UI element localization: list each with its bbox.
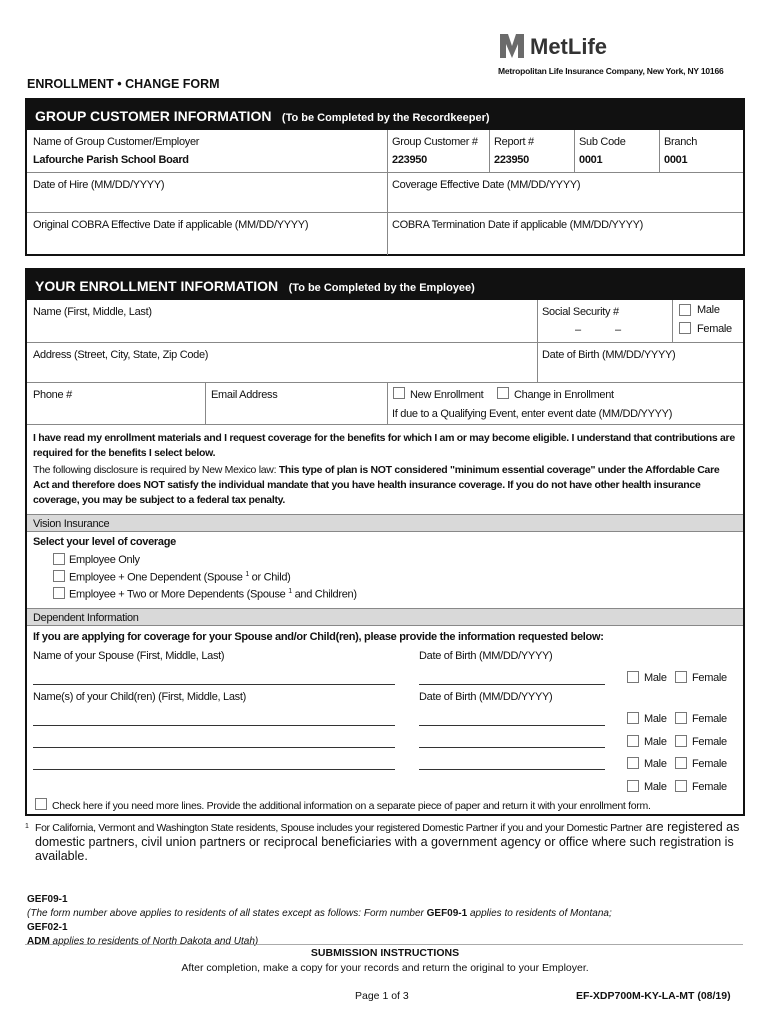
children-name-label: Name(s) of your Child(ren) (First, Middle, Last) [33,691,246,703]
dependent-intro: If you are applying for coverage for your Spouse and/or Child(ren), please provide the information requested below: [33,631,604,643]
dependent-bar-label: Dependent Information [33,612,139,624]
report-value[interactable]: 223950 [494,154,529,166]
vision-select-label: Select your level of coverage [33,536,176,548]
report-label: Report # [494,136,534,148]
child-4-female-checkbox[interactable] [675,780,687,792]
group-section [25,98,745,256]
child-1-female-checkbox[interactable] [675,712,687,724]
child-2-dob-line[interactable] [419,747,605,748]
page-number: Page 1 of 3 [355,990,409,1002]
name-field[interactable]: Name (First, Middle, Last) [33,306,152,318]
footnote-text-b: are registered as domestic partners, civil union partners or reciprocal beneficiaries with a government agency or office where such registration is available. [35,820,740,863]
children-dob-label: Date of Birth (MM/DD/YYYY) [419,691,553,703]
company-line: Metropolitan Life Insurance Company, New York, NY 10166 [498,66,724,76]
form-number-2: GEF02-1 [27,922,68,933]
vision-bar [27,514,743,532]
metlife-logo [498,32,618,60]
form-numbers [27,893,743,949]
change-enrollment-label: Change in Enrollment [514,389,614,401]
spouse-female-checkbox[interactable] [675,671,687,683]
spouse-female-label: Female [692,672,727,684]
spouse-male-checkbox[interactable] [627,671,639,683]
ssn-dash-1: – [575,324,581,336]
female-label: Female [697,323,732,335]
ssn-label[interactable]: Social Security # [542,306,619,318]
child-1-name-line[interactable] [33,725,395,726]
form-code: EF-XDP700M-KY-LA-MT (08/19) [576,990,731,1002]
child-3-dob-line[interactable] [419,769,605,770]
employee-only-label: Employee Only [69,554,140,566]
one-dependent-checkbox[interactable] [53,570,65,582]
cobra-effective-field[interactable]: Original COBRA Effective Date if applicable (MM/DD/YYYY) [33,219,309,231]
form-number-1: GEF09-1 [27,894,68,905]
spouse-dob-label: Date of Birth (MM/DD/YYYY) [419,650,553,662]
footnote-text-a: For California, Vermont and Washington State residents, Spouse includes your registered Domestic Partner if you and your Domestic Partner [35,822,643,834]
one-dependent-label: Employee + One Dependent (Spouse $^1$ or Child) [69,571,291,584]
female-checkbox[interactable] [679,322,691,334]
child-1-male-checkbox[interactable] [627,712,639,724]
branch-label: Branch [664,136,698,148]
child-2-male-checkbox[interactable] [627,735,639,747]
subcode-label: Sub Code [579,136,626,148]
cobra-termination-field[interactable]: COBRA Termination Date if applicable (MM/DD/YYYY) [392,219,644,231]
child-2-name-line[interactable] [33,747,395,748]
dob-field[interactable]: Date of Birth (MM/DD/YYYY) [542,349,676,361]
child-1-male-label: Male [644,713,667,725]
group-title: GROUP CUSTOMER INFORMATION [35,108,272,124]
new-enrollment-label: New Enrollment [410,389,484,401]
email-field[interactable]: Email Address [211,389,278,401]
child-3-name-line[interactable] [33,769,395,770]
new-enrollment-checkbox[interactable] [393,387,405,399]
child-3-female-checkbox[interactable] [675,757,687,769]
enrollment-section [25,268,745,816]
branch-value[interactable]: 0001 [664,154,688,166]
child-2-male-label: Male [644,736,667,748]
male-label: Male [697,304,720,316]
two-dependents-checkbox[interactable] [53,587,65,599]
child-2-female-label: Female [692,736,727,748]
enrollment-title: YOUR ENROLLMENT INFORMATION [35,278,279,294]
employee-only-checkbox[interactable] [53,553,65,565]
group-subtitle: (To be Completed by the Recordkeeper) [281,112,490,124]
child-1-female-label: Female [692,713,727,725]
child-3-male-checkbox[interactable] [627,757,639,769]
nm-bold: This type of plan is NOT considered "minimum essential coverage" under the Affordable Care Act and therefore does NOT satisfy the individual mandate that you have health insurance coverage. If you do not have other health insurance coverage, you may be subject to a federal tax penalty. [33,464,720,506]
spouse-dob-line[interactable] [419,684,605,685]
change-enrollment-checkbox[interactable] [497,387,509,399]
child-2-female-checkbox[interactable] [675,735,687,747]
footnote-number: 1 [25,823,29,830]
enrollment-subtitle: (To be Completed by the Employee) [288,282,475,294]
group-number-label: Group Customer # [392,136,478,148]
spouse-name-label: Name of your Spouse (First, Middle, Last) [33,650,225,662]
submission-title: SUBMISSION INSTRUCTIONS [310,947,460,959]
footnote [25,820,743,863]
qualifying-event-field[interactable]: If due to a Qualifying Event, enter event date (MM/DD/YYYY) [392,408,673,420]
submission-text: After completion, make a copy for your records and return the original to your Employer. [181,962,589,974]
child-4-male-label: Male [644,781,667,793]
dependent-bar [27,608,743,626]
ssn-dash-2: – [615,324,621,336]
enrollment-header [27,270,743,300]
group-header [27,100,743,130]
statement-block [27,424,743,514]
spouse-name-line[interactable] [33,684,395,685]
coverage-date-field[interactable]: Coverage Effective Date (MM/DD/YYYY) [392,179,581,191]
customer-value[interactable]: Lafourche Parish School Board [33,154,189,166]
vision-bar-label: Vision Insurance [33,518,110,530]
spouse-male-label: Male [644,672,667,684]
child-3-male-label: Male [644,758,667,770]
submission-divider [25,944,743,945]
enrollment-statement: I have read my enrollment materials and I request coverage for the benefits for which I am or may become eligible. I understand that contributions are required for the benefits I select below. [33,432,735,459]
phone-field[interactable]: Phone # [33,389,72,401]
more-lines-checkbox[interactable] [35,798,47,810]
form-note-adm: ADM applies to residents of North Dakota and Utah) [27,936,259,947]
two-dependents-label: Employee + Two or More Dependents (Spouse $^1$ and Children) [69,588,357,601]
hire-date-field[interactable]: Date of Hire (MM/DD/YYYY) [33,179,165,191]
metlife-logo-icon [498,32,526,60]
subcode-value[interactable]: 0001 [579,154,603,166]
form-title: ENROLLMENT • CHANGE FORM [27,77,220,91]
child-1-dob-line[interactable] [419,725,605,726]
form-note: (The form number above applies to residents of all states except as follows: Form number GEF09-1 applies to residents of Montana; [27,908,612,919]
more-lines-label: Check here if you need more lines. Provide the additional information on a separate piece of paper and return it with your enrollment form. [52,800,651,812]
brand-name: MetLife [530,34,607,59]
male-checkbox[interactable] [679,304,691,316]
group-number-value[interactable]: 223950 [392,154,427,166]
address-field[interactable]: Address (Street, City, State, Zip Code) [33,349,209,361]
child-3-female-label: Female [692,758,727,770]
customer-label: Name of Group Customer/Employer [33,136,200,148]
child-4-female-label: Female [692,781,727,793]
new-mexico-disclosure [33,463,737,508]
child-4-male-checkbox[interactable] [627,780,639,792]
nm-intro: The following disclosure is required by New Mexico law: [33,464,279,476]
